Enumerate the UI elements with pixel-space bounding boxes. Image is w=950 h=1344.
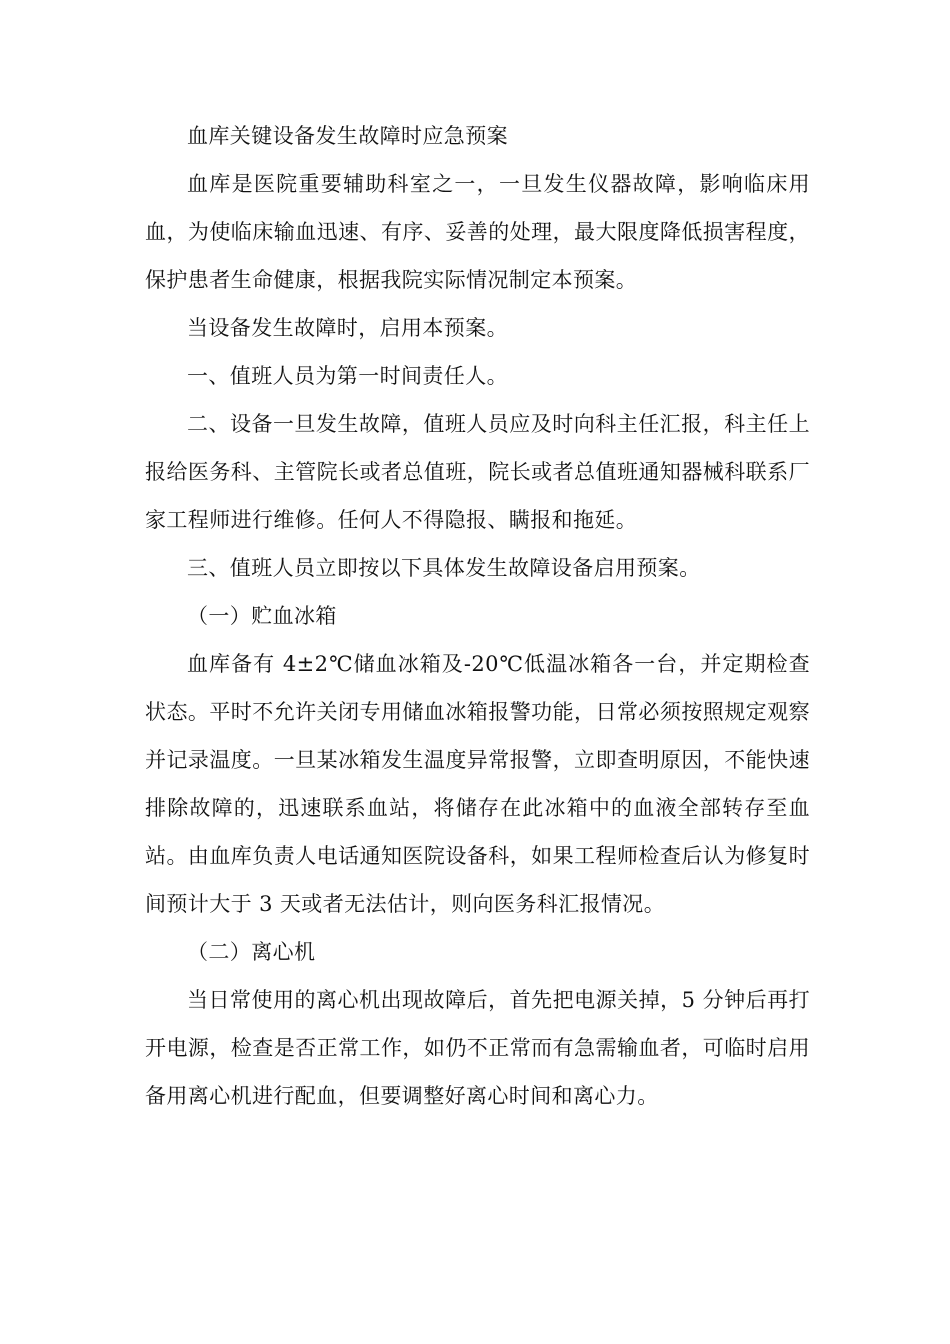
paragraph-item-2: 二、设备一旦发生故障，值班人员应及时向科主任汇报，科主任上报给医务科、主管院长或者总值班，院长或者总值班通知器械科联系厂家工程师进行维修。任何人不得隐报、瞒报和拖延。 bbox=[145, 412, 810, 532]
document-title: 血库关键设备发生故障时应急预案 bbox=[187, 124, 508, 148]
subheading-blood-fridge: （一）贮血冰箱 bbox=[187, 604, 337, 628]
paragraph-activation: 当设备发生故障时，启用本预案。 bbox=[187, 316, 508, 340]
subheading-centrifuge: （二）离心机 bbox=[187, 940, 316, 964]
paragraph-item-1: 一、值班人员为第一时间责任人。 bbox=[187, 364, 508, 388]
document-body bbox=[145, 112, 810, 1120]
paragraph-blood-fridge: 血库备有 4±2℃储血冰箱及-20℃低温冰箱各一台，并定期检查状态。平时不允许关闭专用储血冰箱报警功能，日常必须按照规定观察并记录温度。一旦某冰箱发生温度异常报警，立即查明原因，不能快速排除故障的，迅速联系血站，将储存在此冰箱中的血液全部转存至血站。由血库负责人电话通知医院设备科，如果工程师检查后认为修复时间预计大于 3 天或者无法估计，则向医务科汇报情况。 bbox=[145, 652, 810, 916]
paragraph-centrifuge: 当日常使用的离心机出现故障后，首先把电源关掉，5 分钟后再打开电源，检查是否正常工作，如仍不正常而有急需输血者，可临时启用备用离心机进行配血，但要调整好离心时间和离心力。 bbox=[145, 988, 810, 1108]
paragraph-intro: 血库是医院重要辅助科室之一，一旦发生仪器故障，影响临床用血，为使临床输血迅速、有序、妥善的处理，最大限度降低损害程度，保护患者生命健康，根据我院实际情况制定本预案。 bbox=[145, 172, 810, 292]
paragraph-item-3: 三、值班人员立即按以下具体发生故障设备启用预案。 bbox=[187, 556, 701, 580]
